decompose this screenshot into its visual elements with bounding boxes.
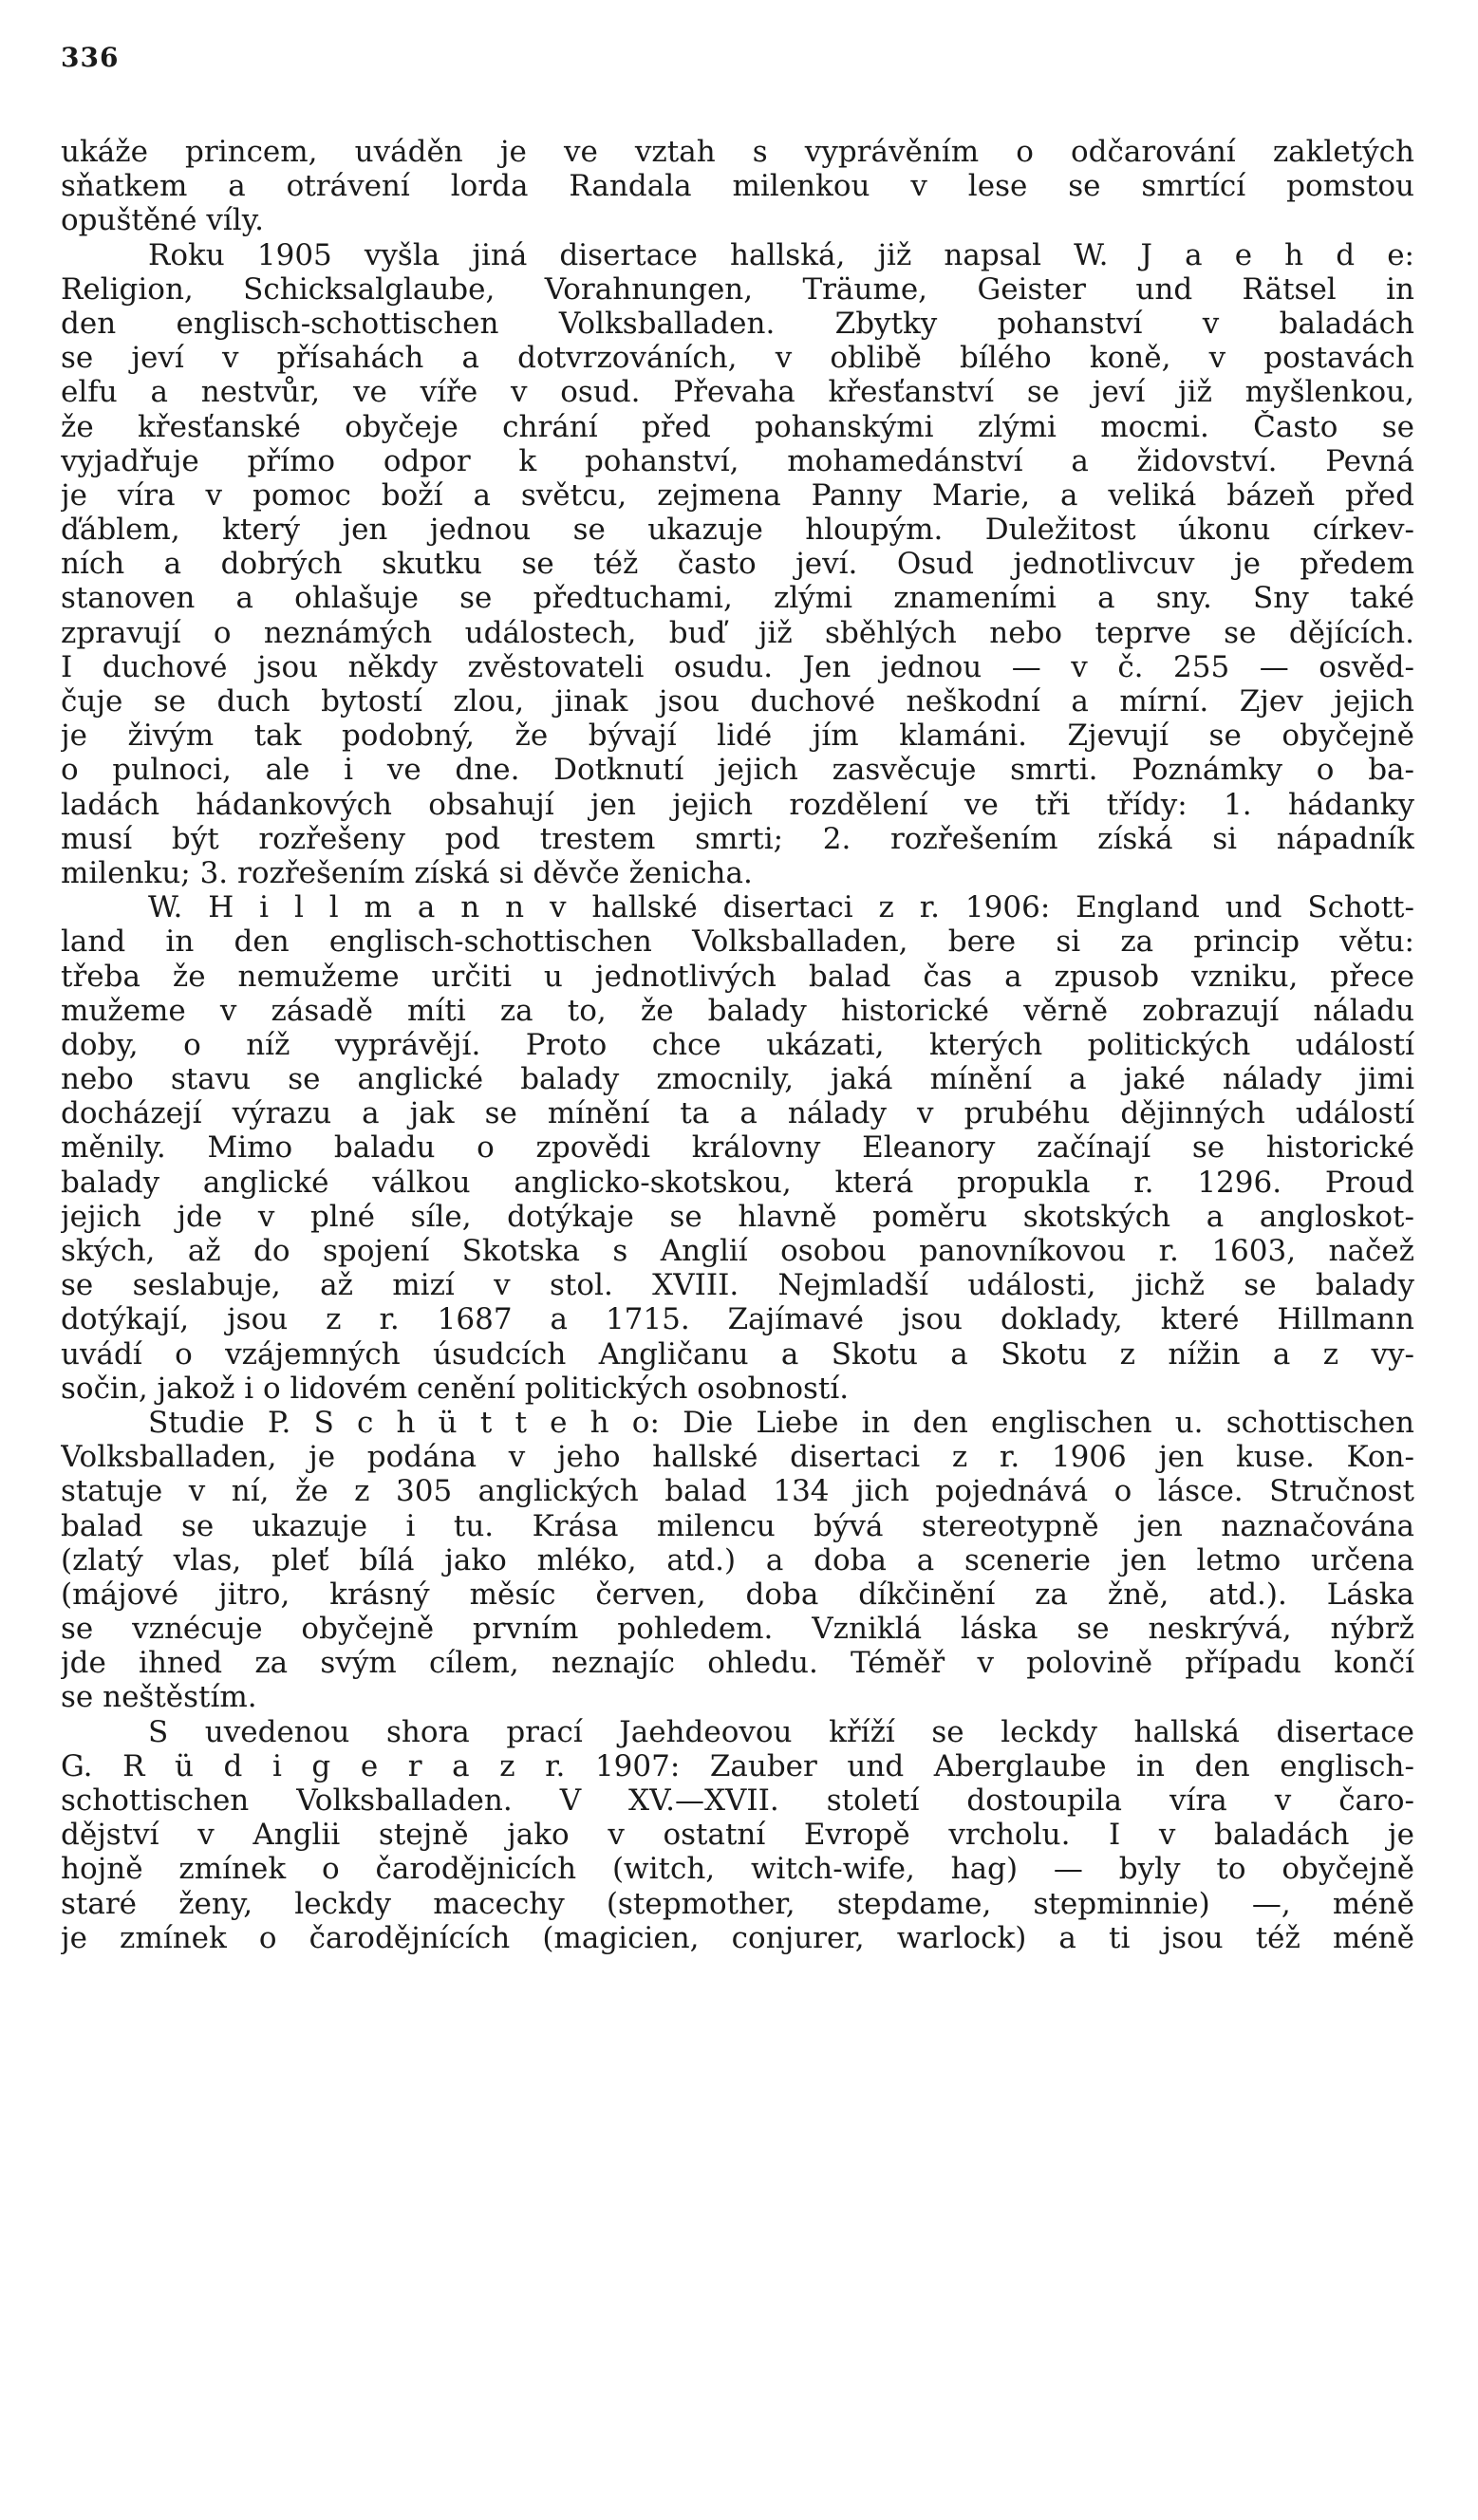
text-line: ských, až do spojení Skotska s Anglií osobou panovníkovou r. 1603, načež [61,1234,1414,1268]
text-line: Volksballaden, je podána v jeho hallské disertaci z r. 1906 jen kuse. Kon- [61,1440,1414,1475]
text-line: (zlatý vlas, pleť bílá jako mléko, atd.) a doba a scenerie jen letmo určena [61,1542,1414,1577]
text-line: (májové jitro, krásný měsíc červen, doba díkčinění za žně, atd.). Láska [61,1577,1414,1612]
text-line: elfu a nestvůr, ve víře v osud. Převaha křesťanství se jeví již myšlenkou, [61,375,1414,410]
text-line: schottischen Volksballaden. V XV.—XVII. století dostoupila víra v čaro- [61,1783,1414,1818]
text-line: hojně zmínek o čarodějnicích (witch, witch-wife, hag) — byly to obyčejně [61,1852,1414,1887]
text-line: milenku; 3. rozřešením získá si děvče ženicha. [61,855,753,890]
text-line: je víra v pomoc boží a světcu, zejmena Panny Marie, a veliká bázeň před [61,477,1414,513]
text-line: sňatkem a otrávení lorda Randala milenkou v lese se smrtící pomstou [61,169,1414,204]
text-line: že křesťanské obyčeje chrání před pohanskými zlými mocmi. Často se [61,409,1414,444]
text-line: vyjadřuje přímo odpor k pohanství, mohamedánství a židovství. Pevná [61,443,1414,478]
text-line: S uvedenou shora prací Jaehdeovou kříží se leckdy hallská disertace [148,1714,1414,1749]
page-number: 336 [61,42,120,73]
text-line: W. H i l l m a n n v hallské disertaci z r. 1906: England und Schott- [148,890,1414,925]
text-line: nebo stavu se anglické balady zmocnily, jaká mínění a jaké nálady jimi [61,1062,1414,1097]
body-text [61,135,1414,1955]
text-line: mužeme v zásadě míti za to, že balady historické věrně zobrazují náladu [61,993,1414,1028]
text-line: čuje se duch bytostí zlou, jinak jsou duchové neškodní a mírní. Zjev jejich [61,684,1414,719]
text-line: třeba že nemužeme určiti u jednotlivých balad čas a zpusob vzniku, přece [61,959,1414,994]
text-line: se vznécuje obyčejně prvním pohledem. Vzniklá láska se neskrývá, nýbrž [61,1612,1414,1647]
text-line: dějství v Anglii stejně jako v ostatní Evropě vrcholu. I v baladách je [61,1818,1414,1853]
text-line: opuštěné víly. [61,203,264,238]
text-line: musí být rozřešeny pod trestem smrti; 2. rozřešením získá si nápadník [61,821,1414,856]
text-line: zpravují o neznámých událostech, buď již sběhlých nebo teprve se dějících. [61,615,1414,650]
text-line: docházejí výrazu a jak se mínění ta a nálady v prubéhu dějinných událostí [61,1096,1414,1131]
text-line: je zmínek o čarodějnících (magicien, conjurer, warlock) a ti jsou též méně [61,1920,1414,1955]
text-line: měnily. Mimo baladu o zpovědi královny Eleanory začínají se historické [61,1130,1414,1166]
text-line: jejich jde v plné síle, dotýkaje se hlavně poměru skotských a angloskot- [61,1199,1414,1234]
text-line: je živým tak podobný, že bývají lidé jím klamáni. Zjevují se obyčejně [61,719,1414,754]
text-line: land in den englisch-schottischen Volksballaden, bere si za princip větu: [61,924,1414,960]
text-line: balad se ukazuje i tu. Krása milencu bývá stereotypně jen naznačována [61,1508,1414,1543]
text-line: Studie P. S c h ü t t e h o: Die Liebe in den englischen u. schottischen [148,1405,1414,1440]
text-line: ďáblem, který jen jednou se ukazuje hloupým. Duležitost úkonu církev- [61,513,1414,548]
text-line: I duchové jsou někdy zvěstovateli osudu. Jen jednou — v č. 255 — osvěd- [61,649,1414,684]
text-line: G. R ü d i g e r a z r. 1907: Zauber und Aberglaube in den englisch- [61,1748,1414,1783]
text-line: se seslabuje, až mizí v stol. XVIII. Nejmladší události, jichž se balady [61,1268,1414,1303]
text-line: o pulnoci, ale i ve dne. Dotknutí jejich zasvěcuje smrti. Poznámky o ba- [61,753,1414,788]
text-line: uvádí o vzájemných úsudcích Angličanu a Skotu a Skotu z nížin a z vy- [61,1336,1414,1372]
text-line: Religion, Schicksalglaube, Vorahnungen, Träume, Geister und Rätsel in [61,271,1414,307]
text-line: den englisch-schottischen Volksballaden. Zbytky pohanství v baladách [61,306,1414,341]
text-line: se neštěstím. [61,1680,257,1715]
text-line: ních a dobrých skutku se též často jeví. Osud jednotlivcuv je předem [61,547,1414,582]
text-line: doby, o níž vyprávějí. Proto chce ukázati, kterých politických událostí [61,1027,1414,1062]
text-line: ukáže princem, uváděn je ve vztah s vyprávěním o odčarování zakletých [61,135,1414,169]
text-line: statuje v ní, že z 305 anglických balad 134 jich pojednává o lásce. Stručnost [61,1474,1414,1509]
text-line: stanoven a ohlašuje se předtuchami, zlými znameními a sny. Sny také [61,581,1414,616]
text-line: ladách hádankových obsahují jen jejich rozdělení ve tři třídy: 1. hádanky [61,787,1414,822]
text-line: sočin, jakož i o lidovém cenění politických osobností. [61,1371,850,1406]
text-line: dotýkají, jsou z r. 1687 a 1715. Zajímavé jsou doklady, které Hillmann [61,1302,1414,1337]
text-line: balady anglické válkou anglicko-skotskou, která propukla r. 1296. Proud [61,1165,1414,1200]
text-line: se jeví v přísahách a dotvrzováních, v oblibě bílého koně, v postavách [61,341,1414,376]
text-line: staré ženy, leckdy macechy (stepmother, stepdame, stepminnie) —, méně [61,1886,1414,1921]
text-line: Roku 1905 vyšla jiná disertace hallská, již napsal W. J a e h d e: [148,237,1414,272]
text-line: jde ihned za svým cílem, neznajíc ohledu. Téměř v polovině případu končí [61,1646,1414,1681]
